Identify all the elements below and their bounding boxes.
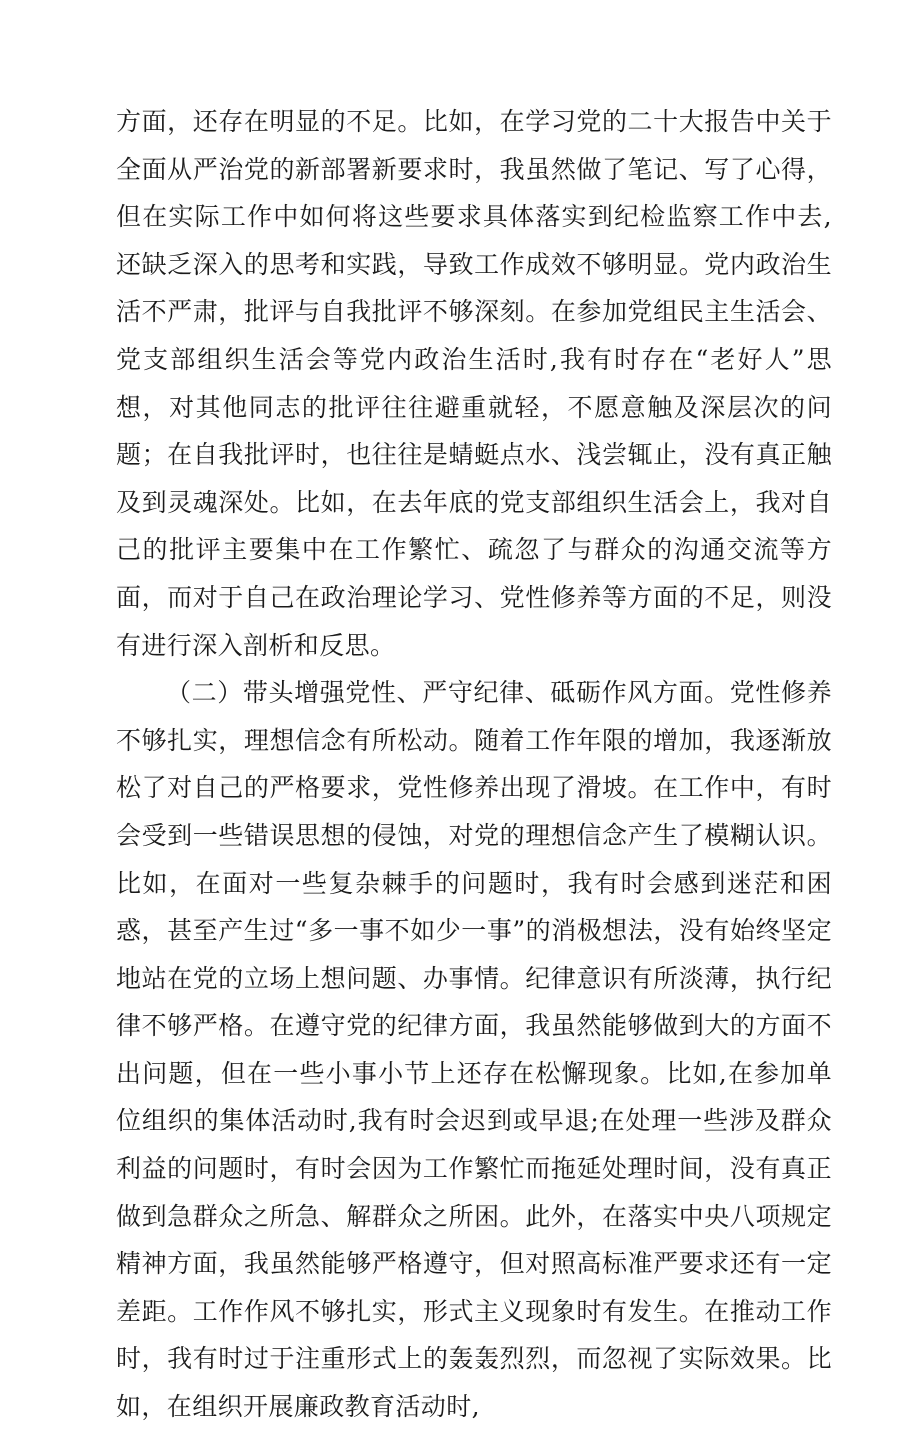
- document-body: [116, 98, 832, 1431]
- paragraph-continuation: 方面，还存在明显的不足。比如，在学习党的二十大报告中关于全面从严治党的新部署新要求时，我虽然做了笔记、写了心得，但在实际工作中如何将这些要求具体落实到纪检监察工作中去,还缺乏深入的思考和实践，导致工作成效不够明显。党内政治生活不严肃，批评与自我批评不够深刻。在参加党组民主生活会、党支部组织生活会等党内政治生活时,我有时存在“老好人”思想，对其他同志的批评往往避重就轻，不愿意触及深层次的问题；在自我批评时，也往往是蜻蜓点水、浅尝辄止，没有真正触及到灵魂深处。比如，在去年底的党支部组织生活会上，我对自己的批评主要集中在工作繁忙、疏忽了与群众的沟通交流等方面，而对于自己在政治理论学习、党性修养等方面的不足，则没有进行深入剖析和反思。: [116, 107, 832, 660]
- paragraph-section-two: （二）带头增强党性、严守纪律、砥砺作风方面。党性修养不够扎实，理想信念有所松动。随着工作年限的增加，我逐渐放松了对自己的严格要求，党性修养出现了滑坡。在工作中，有时会受到一些错误思想的侵蚀，对党的理想信念产生了模糊认识。比如，在面对一些复杂棘手的问题时，我有时会感到迷茫和困惑，甚至产生过“多一事不如少一事”的消极想法，没有始终坚定地站在党的立场上想问题、办事情。纪律意识有所淡薄，执行纪律不够严格。在遵守党的纪律方面，我虽然能够做到大的方面不出问题，但在一些小事小节上还存在松懈现象。比如,在参加单位组织的集体活动时,我有时会迟到或早退;在处理一些涉及群众利益的问题时，有时会因为工作繁忙而拖延处理时间，没有真正做到急群众之所急、解群众之所困。此外，在落实中央八项规定精神方面，我虽然能够严格遵守，但对照高标准严要求还有一定差距。工作作风不够扎实，形式主义现象时有发生。在推动工作时，我有时过于注重形式上的轰轰烈烈，而忽视了实际效果。比如，在组织开展廉政教育活动时,: [116, 678, 832, 1422]
